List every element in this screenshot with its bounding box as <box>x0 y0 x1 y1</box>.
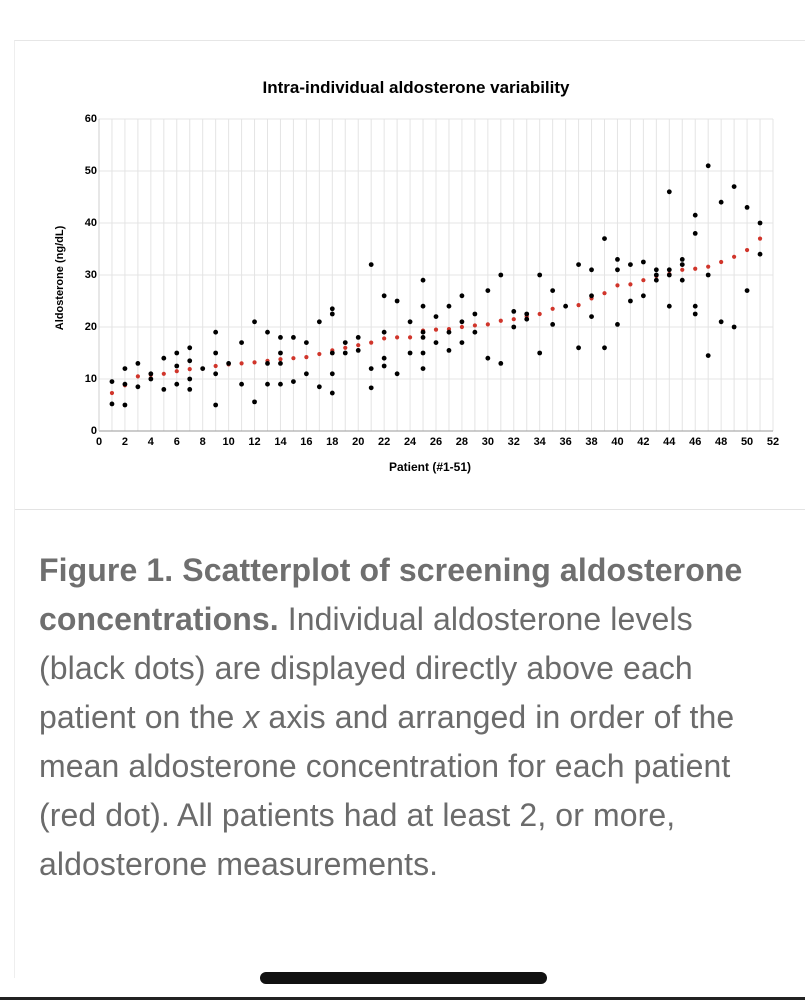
caption-axis-letter: x <box>243 699 260 735</box>
x-tick-label: 46 <box>689 436 702 448</box>
data-point <box>719 200 724 205</box>
mean-point <box>693 267 697 271</box>
mean-point <box>382 336 386 340</box>
data-point <box>434 340 439 345</box>
data-point <box>589 314 594 319</box>
data-point <box>693 213 698 218</box>
data-point <box>447 330 452 335</box>
x-tick-label: 40 <box>611 436 624 448</box>
data-point <box>278 351 283 356</box>
mean-point <box>434 328 438 332</box>
mean-point <box>110 391 114 395</box>
data-point <box>369 385 374 390</box>
data-point <box>615 267 620 272</box>
data-point <box>161 387 166 392</box>
x-tick-label: 30 <box>481 436 494 448</box>
y-tick-label: 10 <box>84 373 97 385</box>
mean-point <box>641 278 645 282</box>
data-point <box>706 163 711 168</box>
data-point <box>123 382 128 387</box>
x-tick-label: 2 <box>121 436 128 448</box>
data-point <box>654 267 659 272</box>
data-point <box>537 351 542 356</box>
data-point <box>161 356 166 361</box>
data-point <box>174 351 179 356</box>
y-tick-label: 30 <box>84 269 97 281</box>
y-tick-label: 20 <box>84 321 97 333</box>
data-point <box>252 399 257 404</box>
data-point <box>278 361 283 366</box>
mean-point <box>304 355 308 359</box>
mean-point <box>473 323 477 327</box>
data-point <box>460 340 465 345</box>
data-point <box>472 330 477 335</box>
data-point <box>239 382 244 387</box>
data-point <box>330 312 335 317</box>
y-axis-label: Aldosterone (ng/dL) <box>54 225 66 331</box>
data-point <box>148 377 153 382</box>
data-point <box>472 312 477 317</box>
data-point <box>148 371 153 376</box>
mean-point <box>512 317 516 321</box>
data-point <box>135 361 140 366</box>
figure-image-area[interactable] <box>15 41 805 509</box>
mean-point <box>239 361 243 365</box>
mean-point <box>576 303 580 307</box>
y-tick-label: 0 <box>90 425 97 437</box>
data-point <box>576 345 581 350</box>
data-point <box>667 304 672 309</box>
data-point <box>187 345 192 350</box>
data-point <box>174 382 179 387</box>
axes <box>85 113 779 448</box>
figure-divider <box>15 509 805 510</box>
data-point <box>395 299 400 304</box>
mean-point <box>278 357 282 361</box>
chart-title: Intra-individual aldosterone variability <box>262 78 570 97</box>
x-tick-label: 12 <box>248 436 261 448</box>
x-tick-label: 0 <box>95 436 103 448</box>
data-point <box>667 273 672 278</box>
caption-text-2: axis and arranged in order of the mean aldosterone concentration for each patient (red dot). All patients had at least 2, or more, aldosterone measurements. <box>39 699 735 882</box>
data-point <box>615 257 620 262</box>
home-indicator[interactable] <box>260 972 547 984</box>
data-point <box>330 351 335 356</box>
data-point <box>187 358 192 363</box>
mean-point <box>706 265 710 269</box>
y-tick-label: 50 <box>84 165 97 177</box>
mean-point <box>602 291 606 295</box>
data-point <box>304 340 309 345</box>
data-point <box>654 278 659 283</box>
data-point <box>693 304 698 309</box>
data-point <box>732 184 737 189</box>
mean-point <box>758 237 762 241</box>
data-point <box>447 348 452 353</box>
data-point <box>317 319 322 324</box>
data-point <box>278 335 283 340</box>
data-point <box>485 356 490 361</box>
data-point <box>550 322 555 327</box>
data-point <box>667 189 672 194</box>
mean-point <box>551 307 555 311</box>
x-tick-label: 48 <box>715 436 728 448</box>
data-point <box>382 364 387 369</box>
data-point <box>421 335 426 340</box>
data-point <box>589 267 594 272</box>
mean-point <box>395 335 399 339</box>
data-point <box>356 348 361 353</box>
caption-text-1: Individual aldosterone levels (black dots) are displayed directly above each patient on the <box>39 601 693 735</box>
data-point <box>135 384 140 389</box>
data-point <box>408 351 413 356</box>
data-point <box>641 260 646 265</box>
x-tick-label: 14 <box>274 436 287 448</box>
data-point <box>680 257 685 262</box>
y-tick-label: 60 <box>84 113 97 125</box>
data-point <box>265 361 270 366</box>
mean-point <box>214 364 218 368</box>
data-point <box>693 312 698 317</box>
data-point <box>187 377 192 382</box>
top-strip <box>0 0 805 40</box>
data-point <box>524 317 529 322</box>
mean-point <box>628 282 632 286</box>
data-point <box>460 319 465 324</box>
data-point <box>369 366 374 371</box>
data-point <box>524 312 529 317</box>
caption-title: Figure 1. Scatterplot of screening aldosterone concentrations. <box>39 552 743 637</box>
mean-point <box>499 319 503 323</box>
data-point <box>382 293 387 298</box>
data-point <box>213 371 218 376</box>
mean-point <box>615 283 619 287</box>
data-point <box>628 262 633 267</box>
x-tick-label: 10 <box>222 436 235 448</box>
x-tick-label: 6 <box>173 436 180 448</box>
mean-point <box>745 248 749 252</box>
data-point <box>213 330 218 335</box>
data-point <box>693 231 698 236</box>
data-point <box>615 322 620 327</box>
data-point <box>485 288 490 293</box>
data-point <box>576 262 581 267</box>
figure-caption <box>39 546 759 889</box>
x-axis-label: Patient (#1-51) <box>388 460 472 474</box>
data-point <box>395 371 400 376</box>
x-tick-label: 26 <box>429 436 443 448</box>
mean-point <box>343 346 347 350</box>
data-point <box>421 366 426 371</box>
data-point <box>421 304 426 309</box>
scatter-chart <box>15 41 805 509</box>
data-point <box>447 304 452 309</box>
data-point <box>110 402 115 407</box>
data-point <box>434 314 439 319</box>
data-point <box>511 325 516 330</box>
data-point <box>265 330 270 335</box>
x-tick-label: 52 <box>766 436 780 448</box>
x-tick-label: 32 <box>507 436 520 448</box>
data-point <box>291 335 296 340</box>
data-point <box>421 330 426 335</box>
data-point <box>239 340 244 345</box>
data-point <box>758 221 763 226</box>
data-point <box>421 351 426 356</box>
x-tick-label: 44 <box>663 436 676 448</box>
data-point <box>330 391 335 396</box>
mean-point <box>486 322 490 326</box>
data-point <box>745 205 750 210</box>
x-tick-label: 16 <box>300 436 313 448</box>
mean-point <box>356 343 360 347</box>
data-point <box>213 351 218 356</box>
data-point <box>563 304 568 309</box>
mean-point <box>719 260 723 264</box>
x-tick-label: 28 <box>455 436 469 448</box>
data-point <box>602 345 607 350</box>
x-tick-label: 24 <box>403 436 417 448</box>
mean-point <box>460 325 464 329</box>
data-point <box>537 273 542 278</box>
data-point <box>732 325 737 330</box>
data-point <box>654 273 659 278</box>
x-tick-label: 18 <box>326 436 339 448</box>
data-point <box>369 262 374 267</box>
data-point <box>317 384 322 389</box>
mean-point <box>175 369 179 373</box>
data-point <box>291 379 296 384</box>
y-tick-label: 40 <box>84 217 97 229</box>
x-tick-label: 4 <box>147 436 154 448</box>
data-point <box>719 319 724 324</box>
mean-point <box>369 341 373 345</box>
data-point <box>602 236 607 241</box>
data-point <box>511 309 516 314</box>
data-point <box>343 351 348 356</box>
data-point <box>680 262 685 267</box>
grid <box>99 119 773 431</box>
data-point <box>498 361 503 366</box>
x-tick-label: 50 <box>740 436 754 448</box>
data-point <box>123 403 128 408</box>
data-point <box>200 366 205 371</box>
mean-point <box>162 372 166 376</box>
x-tick-label: 38 <box>585 436 598 448</box>
data-point <box>758 252 763 257</box>
data-point <box>589 293 594 298</box>
data-point <box>123 366 128 371</box>
data-point <box>265 382 270 387</box>
data-point <box>187 387 192 392</box>
mean-point <box>732 255 736 259</box>
data-point <box>628 299 633 304</box>
x-tick-label: 20 <box>352 436 365 448</box>
data-point <box>745 288 750 293</box>
mean-point <box>188 367 192 371</box>
data-point <box>460 293 465 298</box>
data-point <box>667 267 672 272</box>
data-point <box>226 361 231 366</box>
data-point <box>706 273 711 278</box>
x-tick-label: 22 <box>378 436 391 448</box>
data-point <box>330 371 335 376</box>
data-point <box>408 319 413 324</box>
data-point <box>330 306 335 311</box>
data-point <box>550 288 555 293</box>
data-point <box>278 382 283 387</box>
mean-point <box>538 312 542 316</box>
x-tick-label: 8 <box>199 436 206 448</box>
data-point <box>110 379 115 384</box>
x-tick-label: 42 <box>637 436 650 448</box>
x-tick-label: 36 <box>559 436 572 448</box>
mean-point <box>317 352 321 356</box>
data-point <box>421 278 426 283</box>
x-tick-label: 34 <box>533 436 546 448</box>
data-point <box>213 403 218 408</box>
data-point <box>680 278 685 283</box>
data-point <box>498 273 503 278</box>
mean-point <box>408 335 412 339</box>
mean-point <box>136 374 140 378</box>
data-point <box>382 356 387 361</box>
data-point <box>252 319 257 324</box>
data-point <box>356 335 361 340</box>
data-point <box>382 330 387 335</box>
data-point <box>706 353 711 358</box>
data-point <box>641 293 646 298</box>
mean-point <box>291 356 295 360</box>
data-point <box>343 340 348 345</box>
data-point <box>174 364 179 369</box>
mean-point <box>252 360 256 364</box>
mean-point <box>680 268 684 272</box>
data-point <box>304 371 309 376</box>
